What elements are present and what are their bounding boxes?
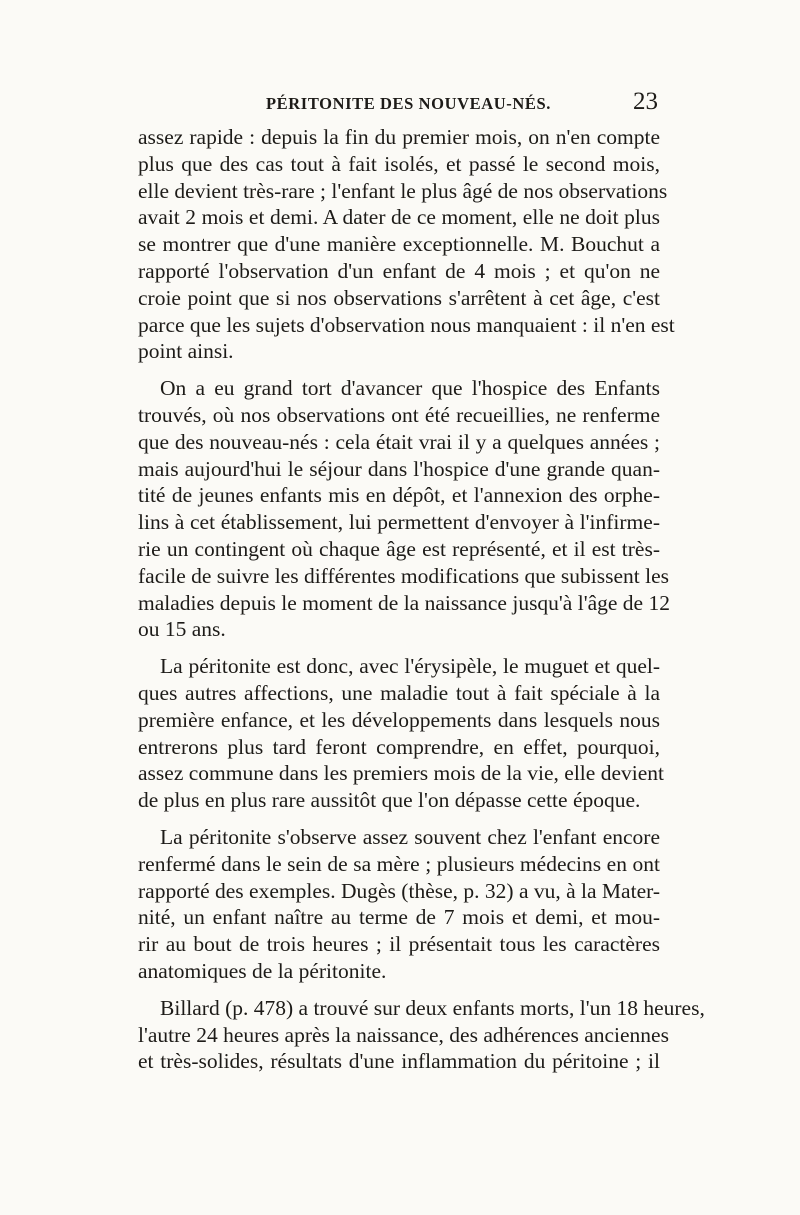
text-line: rapporté des exemples. Dugès (thèse, p. 32) a vu, à la Mater- — [138, 878, 660, 903]
text-line: elle devient très-rare ; l'enfant le plus âgé de nos observations — [138, 178, 668, 203]
text-line: tité de jeunes enfants mis en dépôt, et l'annexion des orphe- — [138, 483, 660, 508]
paragraph-3 — [138, 653, 664, 814]
running-head — [138, 88, 660, 122]
paragraph-5 — [138, 995, 705, 1075]
text-line: l'autre 24 heures après la naissance, des adhérences anciennes — [138, 1022, 669, 1047]
text-line: de plus en plus rare aussitôt que l'on dépasse cette époque. — [138, 788, 641, 813]
text-line: et très-solides, résultats d'une inflammation du péritoine ; il — [138, 1049, 660, 1074]
text-line: se montrer que d'une manière exceptionnelle. M. Bouchut a — [138, 232, 660, 257]
running-title: PÉRITONITE DES NOUVEAU-NÉS. — [266, 94, 551, 113]
text-line: On a eu grand tort d'avancer que l'hospice des Enfants — [160, 376, 660, 401]
paragraph-2 — [138, 375, 670, 643]
text-line: nité, un enfant naître au terme de 7 mois et demi, et mou- — [138, 905, 660, 930]
text-line: point ainsi. — [138, 339, 234, 364]
text-line: rir au bout de trois heures ; il présentait tous les caractères — [138, 932, 660, 957]
text-line: parce que les sujets d'observation nous manquaient : il n'en est — [138, 312, 675, 337]
page-number: 23 — [633, 88, 658, 115]
text-line: La péritonite est donc, avec l'érysipèle, le muguet et quel- — [160, 654, 660, 679]
text-line: entrerons plus tard feront comprendre, en effet, pourquoi, — [138, 734, 660, 759]
text-line: que des nouveau-nés : cela était vrai il y a quelques années ; — [138, 429, 660, 454]
text-line: avait 2 mois et demi. A dater de ce moment, elle ne doit plus — [138, 205, 660, 230]
text-line: anatomiques de la péritonite. — [138, 958, 387, 983]
text-line: lins à cet établissement, lui permettent d'envoyer à l'infirme- — [138, 510, 660, 535]
text-line: croie point que si nos observations s'arrêtent à cet âge, c'est — [138, 285, 660, 310]
paragraph-1 — [138, 124, 675, 365]
text-line: maladies depuis le moment de la naissance jusqu'à l'âge de 12 — [138, 590, 670, 615]
text-line: Billard (p. 478) a trouvé sur deux enfants morts, l'un 18 heures, — [160, 995, 705, 1020]
text-line: première enfance, et les développements dans lesquels nous — [138, 707, 660, 732]
text-line: ques autres affections, une maladie tout à fait spéciale à la — [138, 680, 660, 705]
text-line: assez rapide : depuis la fin du premier mois, on n'en compte — [138, 125, 660, 149]
text-line: trouvés, où nos observations ont été recueillies, ne renferme — [138, 402, 660, 427]
text-line: rapporté l'observation d'un enfant de 4 mois ; et qu'on ne — [138, 258, 660, 283]
paragraph-4 — [138, 824, 660, 985]
text-line: ou 15 ans. — [138, 617, 226, 642]
text-line: mais aujourd'hui le séjour dans l'hospice d'une grande quan- — [138, 456, 660, 481]
text-line: rie un contingent où chaque âge est représenté, et il est très- — [138, 536, 660, 561]
text-line: facile de suivre les différentes modifications que subissent les — [138, 563, 669, 588]
text-line: plus que des cas tout à fait isolés, et passé le second mois, — [138, 151, 660, 176]
text-line: renfermé dans le sein de sa mère ; plusieurs médecins en ont — [138, 851, 660, 876]
body-text — [138, 124, 705, 1075]
text-line: assez commune dans les premiers mois de la vie, elle devient — [138, 761, 664, 786]
text-line: La péritonite s'observe assez souvent chez l'enfant encore — [160, 824, 660, 849]
